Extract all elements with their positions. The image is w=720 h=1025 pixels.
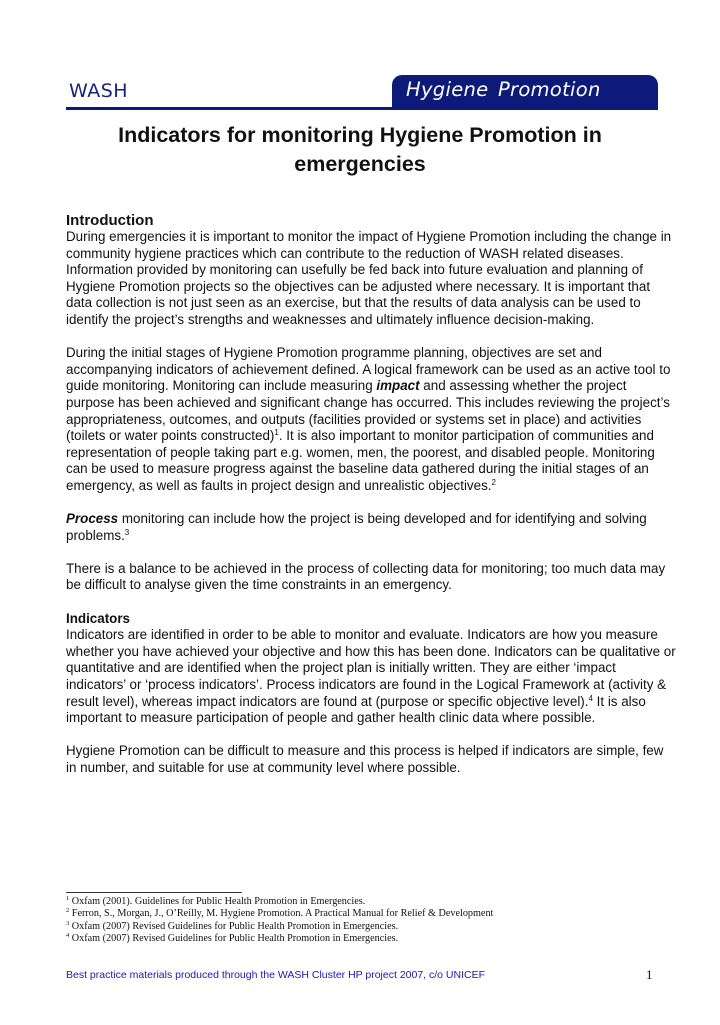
footnote-text: Oxfam (2007) Revised Guidelines for Public Health Promotion in Emergencies. — [71, 932, 399, 944]
text-run: monitoring can include how the project is being developed and for identifying and solving problems. — [66, 511, 647, 543]
indicators-paragraph-1 — [66, 627, 676, 727]
page-title: Indicators for monitoring Hygiene Promotion in emergencies — [118, 123, 602, 176]
text-run: During the initial stages of Hygiene Promotion programme planning, objectives are set and accompanying indicators of achievement defined. A logical framework can be used as an active tool to guide monitoring. Monitoring can include measuring — [66, 345, 671, 394]
text-run: It is also important to measure participation of people and gather health clinic data where possible. — [66, 693, 646, 726]
footnote-ref-4[interactable]: 4 — [588, 693, 593, 703]
footnote-number: 3 — [66, 919, 70, 927]
text-run: . It is also important to monitor participation of communities and representation of people taking part e.g. women, men, the poorest, and disabled people. Monitoring can be used to measure progress against the baseline data gathered during the initial stages of an emergency, as well as faults in project design and unrealistic objectives. — [66, 428, 655, 493]
footnote-number: 4 — [66, 931, 70, 939]
text-run: Indicators are identified in order to be able to monitor and evaluate. Indicators are how you measure whether you have achieved your objective and how this has been done. Indicators can be qualitative or quantitative and are identified when the project plan is initially written. They are either ‘impact indicators’ or ‘process indicators’. Process indicators are found in the Logical Framework at (activity & result level), whereas impact indicators are found at (purpose or specific objective level). — [66, 627, 676, 709]
page-footer: Best practice materials produced through the WASH Cluster HP project 2007, c/o UNICEF — [66, 969, 486, 981]
text-run: and assessing whether the project purpose has been achieved and significant change has occurred. This includes reviewing the project’s appropriateness, outcomes, and outputs (facilities provided or systems set in place) and activities (toilets or water points constructed) — [66, 378, 670, 444]
footnote-item — [66, 921, 666, 933]
wash-label: WASH — [69, 80, 129, 102]
footnote-text: Ferron, S., Morgan, J., O’Reilly, M. Hygiene Promotion. A Practical Manual for Relief & Development — [71, 908, 494, 920]
emphasis-process: Process — [66, 511, 119, 527]
footnote-ref-1[interactable]: 1 — [274, 428, 279, 438]
intro-paragraph-4: There is a balance to be achieved in the process of collecting data for monitoring; too much data may be difficult to analyse given the time constraints in an emergency. — [66, 560, 666, 593]
intro-paragraph-3 — [66, 511, 676, 544]
document-body — [66, 212, 676, 777]
footnote-ref-2[interactable]: 2 — [491, 477, 496, 487]
hygiene-promotion-tab — [392, 75, 658, 108]
footnote-item — [66, 908, 666, 920]
footnote-separator — [66, 892, 242, 893]
footnote-number: 2 — [66, 907, 70, 915]
footnote-item — [66, 933, 666, 945]
indicators-paragraph-2: Hygiene Promotion can be difficult to measure and this process is helped if indicators are simple, few in number, and suitable for use at community level where possible. — [66, 743, 664, 775]
introduction-heading: Introduction — [66, 212, 154, 229]
intro-paragraph-2 — [66, 345, 676, 494]
page-number: 1 — [646, 967, 653, 982]
footnote-text: Oxfam (2007) Revised Guidelines for Public Health Promotion in Emergencies. — [71, 920, 399, 932]
indicators-heading: Indicators — [66, 610, 130, 626]
footnote-ref-3[interactable]: 3 — [124, 527, 130, 537]
intro-paragraph-1: During emergencies it is important to monitor the impact of Hygiene Promotion including the change in community hygiene practices which can contribute to the reduction of WASH related diseases. Information provided by monitoring can usefully be fed back into future evaluation and planning of Hygiene Promotion projects so the objectives can be adjusted where necessary. It is important that data collection is not just seen as an exercise, but that the results of data analysis can be used to identify the project’s strengths and weaknesses and ultimately influence decision-making. — [66, 229, 672, 327]
tab-label: Hygiene Promotion — [406, 78, 601, 101]
footnote-number: 1 — [66, 895, 70, 902]
footnote-text: Oxfam (2001). Guidelines for Public Health Promotion in Emergencies. — [71, 896, 366, 907]
footnotes — [66, 896, 666, 945]
footnote-item — [66, 896, 666, 908]
emphasis-impact: impact — [376, 378, 420, 394]
document-header — [66, 74, 658, 114]
